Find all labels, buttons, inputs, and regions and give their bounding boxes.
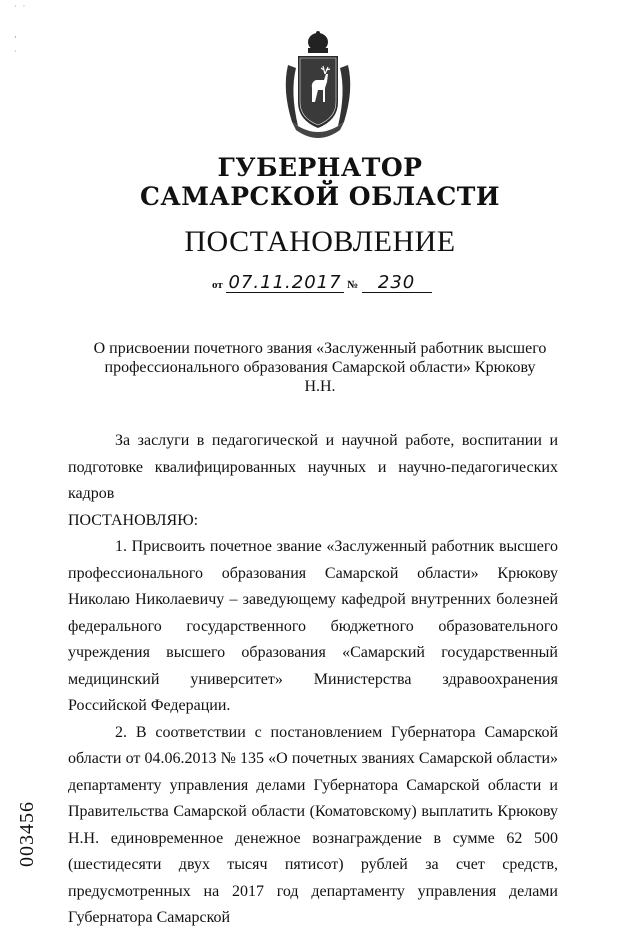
number-field [362, 272, 432, 293]
date-value: 07.11.2017 [228, 272, 342, 293]
number-prefix: № [347, 279, 359, 291]
date-number-line [212, 272, 432, 293]
date-field [226, 272, 344, 293]
paragraph-item-1: 1. Присвоить почетное звание «Заслуженный работник высшего профессионального образования Самарской области» Крюкову Николаю Николаевичу – заведующему кафедрой внутренних болезней федерального государственного бюджетного образовательного учреждения высшего образования «Самарский государственный медицинский университет» Министерства здравоохранения Российской Федерации. [68, 538, 558, 714]
coat-of-arms-emblem [278, 30, 358, 145]
document-subject: О присвоении почетного звания «Заслуженный работник высшего профессионального образования Самарской области» Крюкову Н.Н. [93, 340, 547, 395]
margin-registration-number: 003456 [16, 801, 38, 867]
date-prefix: от [212, 279, 223, 291]
document-type-heading: ПОСТАНОВЛЕНИЕ [184, 225, 456, 258]
paragraph-item-2: 2. В соответствии с постановлением Губернатора Самарской области от 04.06.2013 № 135 «О почетных званиях Самарской области» департаменту управления делами Губернатора Самарской области и Правительства Самарской области (Коматовскому) выплатить Крюкову Н.Н. единовременное денежное вознаграждение в сумме 62 500 (шестидесяти двух тысяч пятисот) рублей за счет средств, предусмотренных на 2017 год департаменту управления делами Губернатора Самарской [68, 723, 558, 926]
issuer-title-line1: ГУБЕРНАТОР [217, 153, 423, 182]
scan-specks: · · ¸ · [14, 2, 26, 56]
preamble-paragraph: За заслуги в педагогической и научной работе, воспитании и подготовке квалифицированных научных и научно-педагогических кадров [68, 432, 558, 502]
issuer-title-line2: САМАРСКОЙ ОБЛАСТИ [139, 182, 501, 211]
document-body [68, 428, 558, 932]
decree-word: ПОСТАНОВЛЯЮ: [68, 511, 199, 529]
number-value: 230 [377, 272, 416, 293]
